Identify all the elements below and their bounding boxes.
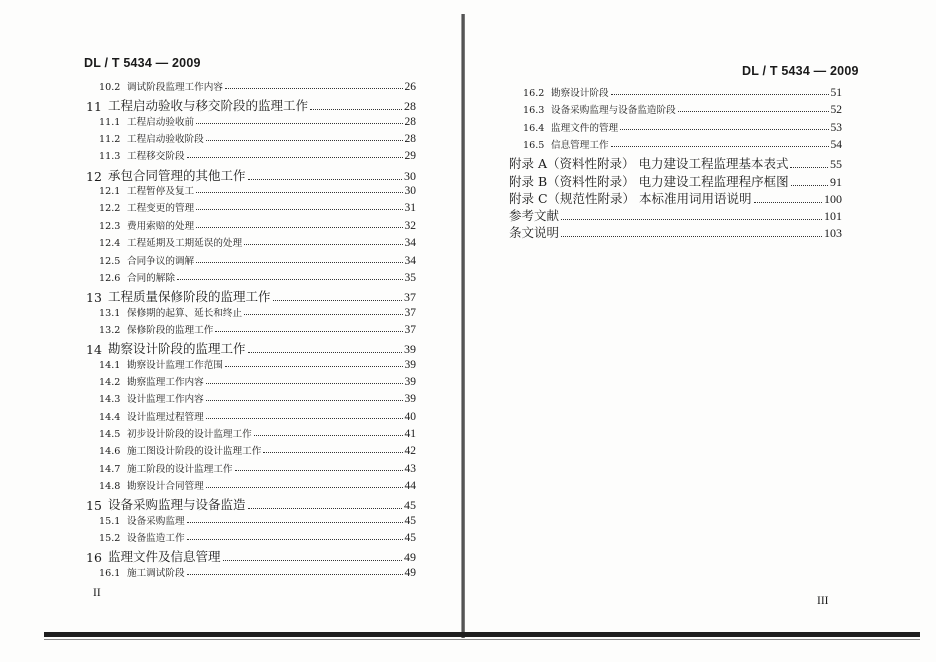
toc-entry-page-number: 49 [404, 550, 416, 565]
toc-leader-dots [206, 418, 403, 419]
toc-entry [99, 530, 416, 544]
toc-entry-title: 合同争议的调解 [127, 255, 195, 267]
toc-leader-dots [611, 94, 829, 95]
toc-entry-title: 设备采购监理与设备监造阶段 [551, 105, 676, 117]
toc-leader-dots [678, 111, 829, 112]
toc-entry-page-number: 34 [404, 254, 416, 267]
toc-entry-page-number: 53 [830, 121, 842, 134]
toc-leader-dots [177, 279, 403, 280]
toc-leader-dots [196, 192, 402, 193]
toc-entry-number: 16 [86, 550, 102, 566]
toc-entry-title: 勘察监理工作内容 [127, 376, 204, 388]
toc-entry-number: 16.2 [523, 88, 545, 99]
toc-entry [99, 478, 416, 492]
toc-entry [523, 85, 842, 99]
toc-entry-title: 信息管理工作 [551, 139, 609, 151]
toc-entry-title: 施工阶段的设计监理工作 [127, 463, 233, 475]
toc-leader-dots [754, 202, 822, 203]
toc-entry-page-number: 45 [404, 532, 416, 545]
left-page [0, 0, 463, 662]
toc-entry [99, 461, 416, 475]
toc-entry-number: 14.4 [99, 411, 121, 423]
toc-leader-dots [187, 574, 403, 575]
toc-entry-page-number: 41 [404, 428, 416, 440]
toc-entry [99, 200, 416, 214]
toc-leader-dots [620, 129, 828, 130]
toc-entry-page-number: 55 [830, 157, 842, 172]
toc-entry-title: 工程延期及工期延误的处理 [127, 238, 243, 250]
page-header: DL / T 5434 — 2009 [84, 56, 201, 70]
toc-entry-number: 15.1 [99, 515, 121, 527]
toc-leader-dots [235, 470, 403, 471]
page-folio: III [817, 595, 829, 607]
toc-entry-page-number: 30 [404, 168, 416, 183]
toc-entry [509, 206, 842, 224]
toc-entry [99, 148, 416, 162]
toc-entry [86, 547, 416, 565]
toc-entry-number: 13 [86, 290, 102, 306]
toc-entry-number: 16.1 [99, 567, 121, 579]
toc-entry-title: 附录 A（资料性附录） 电力建设工程监理基本表式 [509, 156, 789, 172]
toc-leader-dots [561, 219, 822, 220]
toc-entry-page-number: 28 [404, 133, 416, 146]
toc-entry-title: 设备监造工作 [127, 533, 185, 545]
toc-entry-number: 11.3 [99, 151, 121, 163]
toc-entry-number: 11 [86, 99, 102, 115]
toc-entry-number: 13.1 [99, 307, 121, 319]
toc-entry [509, 189, 842, 207]
toc-entry [99, 565, 416, 579]
toc-entry-title: 施工图设计阶段的设计监理工作 [127, 446, 262, 458]
toc-entry [86, 96, 416, 114]
right-page [465, 0, 936, 662]
toc-leader-dots [223, 560, 402, 561]
toc-entry-title: 监理文件的管理 [551, 122, 619, 134]
toc-entry [99, 253, 416, 267]
toc-entry-number: 11.1 [99, 116, 121, 128]
scan-edge-line [44, 639, 920, 640]
toc-entry-title: 参考文献 [509, 208, 560, 224]
toc-leader-dots [187, 539, 403, 540]
toc-entry-page-number: 51 [830, 87, 842, 99]
toc-entry-page-number: 101 [824, 209, 842, 224]
toc-entry [99, 322, 416, 336]
toc-entry-page-number: 28 [404, 99, 416, 114]
toc-entry [86, 339, 416, 357]
toc-entry-page-number: 32 [404, 219, 416, 232]
toc-leader-dots [196, 123, 402, 124]
toc-entry-title: 附录 B（资料性附录） 电力建设工程监理程序框图 [509, 173, 789, 189]
toc-entry [99, 391, 416, 405]
toc-entry-page-number: 31 [404, 202, 416, 215]
toc-entry-title: 条文说明 [509, 225, 560, 241]
toc-entry [99, 357, 416, 371]
toc-entry-number: 15 [86, 498, 102, 514]
toc-entry-title: 承包合同管理的其他工作 [108, 167, 246, 183]
toc-entry-page-number: 39 [404, 358, 416, 371]
toc-entry [99, 131, 416, 145]
toc-entry-page-number: 44 [404, 480, 416, 493]
toc-entry-page-number: 39 [404, 375, 416, 388]
toc-entry-title: 工程启动验收与移交阶段的监理工作 [108, 98, 309, 114]
toc-entry-page-number: 45 [404, 514, 416, 527]
toc-entry-title: 工程变更的管理 [127, 203, 195, 215]
toc-leader-dots [790, 167, 828, 168]
toc-entry [509, 172, 842, 190]
toc-entry-title: 工程移交阶段 [127, 151, 185, 163]
toc-entry-number: 12.1 [99, 186, 121, 198]
toc-entry-page-number: 43 [404, 462, 416, 475]
toc-entry-title: 施工调试阶段 [127, 567, 185, 579]
toc-entry-page-number: 29 [404, 150, 416, 163]
toc-entry-number: 14.8 [99, 481, 121, 493]
toc-entry-page-number: 91 [830, 174, 842, 189]
toc-entry [99, 426, 416, 440]
toc-entry-page-number: 49 [404, 566, 416, 579]
toc-leader-dots [196, 209, 402, 210]
toc-entry [99, 114, 416, 128]
toc-entry-title: 费用索赔的处理 [127, 220, 195, 232]
toc-entry [99, 443, 416, 457]
toc-entry-title: 勘察设计监理工作范围 [127, 359, 223, 371]
toc-leader-dots [196, 227, 402, 228]
toc-entry-page-number: 39 [404, 393, 416, 406]
toc-entry-title: 勘察设计合同管理 [127, 481, 204, 493]
toc-entry-number: 10.2 [99, 82, 121, 93]
toc-entry-number: 11.2 [99, 134, 121, 146]
toc-leader-dots [225, 88, 403, 89]
toc-entry-number: 12.5 [99, 255, 121, 267]
toc-entry-page-number: 28 [404, 115, 416, 128]
toc-entry-page-number: 39 [404, 342, 416, 357]
toc-entry-page-number: 35 [404, 271, 416, 284]
toc-entry [99, 183, 416, 197]
page-folio: II [93, 587, 101, 599]
toc-entry-title: 勘察设计阶段 [551, 88, 609, 99]
toc-entry [509, 223, 842, 241]
toc-entry-number: 14.5 [99, 429, 121, 440]
toc-leader-dots [206, 487, 403, 488]
toc-entry-title: 保修阶段的监理工作 [127, 324, 214, 336]
toc-entry-number: 12.2 [99, 203, 121, 215]
toc-entry [86, 287, 416, 305]
toc-entry [99, 218, 416, 232]
toc-entry [86, 495, 416, 513]
toc-entry-number: 16.4 [523, 122, 545, 134]
toc-entry-page-number: 37 [404, 290, 416, 305]
toc-entry-page-number: 34 [404, 237, 416, 250]
toc-entry-title: 附录 C（规范性附录） 本标准用词用语说明 [509, 190, 752, 206]
toc-entry-number: 14.1 [99, 359, 121, 371]
toc-entry-number: 12.3 [99, 220, 121, 232]
toc-leader-dots [263, 452, 402, 453]
toc-entry [523, 120, 842, 134]
toc-entry [99, 409, 416, 423]
toc-entry-page-number: 37 [404, 306, 416, 319]
toc-entry-number: 12.6 [99, 272, 121, 284]
toc-entry-title: 监理文件及信息管理 [108, 549, 221, 565]
toc-entry-title: 勘察设计阶段的监理工作 [108, 341, 246, 357]
toc-entry-number: 14.6 [99, 446, 121, 458]
toc-entry-page-number: 42 [404, 445, 416, 458]
toc-entry-number: 15.2 [99, 533, 121, 545]
toc-leader-dots [273, 300, 402, 301]
toc-leader-dots [187, 157, 403, 158]
toc-leader-dots [310, 109, 402, 110]
toc-entry-number: 12 [86, 168, 102, 184]
toc-leader-dots [248, 352, 402, 353]
toc-entry-title: 工程启动验收前 [127, 116, 195, 128]
toc-entry-page-number: 103 [824, 226, 842, 241]
toc-entry-title: 设备采购监理 [127, 515, 185, 527]
toc-entry-title: 设备采购监理与设备监造 [108, 497, 246, 513]
toc-entry-number: 14 [86, 342, 102, 358]
toc-entry [99, 513, 416, 527]
toc-entry-page-number: 30 [404, 185, 416, 198]
toc-leader-dots [206, 400, 403, 401]
toc-entry [523, 137, 842, 151]
toc-leader-dots [187, 522, 403, 523]
toc-leader-dots [206, 140, 403, 141]
toc-entry-title: 工程暂停及复工 [127, 186, 195, 198]
toc-entry-page-number: 26 [404, 81, 416, 93]
toc-entry [99, 270, 416, 284]
toc-entry [523, 102, 842, 116]
toc-leader-dots [244, 244, 402, 245]
toc-leader-dots [244, 314, 402, 315]
toc-entry-page-number: 52 [830, 104, 842, 117]
toc-leader-dots [254, 435, 403, 436]
toc-entry-number: 14.7 [99, 463, 121, 475]
toc-entry-number: 12.4 [99, 238, 121, 250]
toc-entry-title: 初步设计阶段的设计监理工作 [127, 429, 252, 440]
toc-leader-dots [248, 179, 402, 180]
toc-entry-title: 设计监理过程管理 [127, 411, 204, 423]
toc-entry [509, 154, 842, 172]
toc-entry [86, 166, 416, 184]
toc-entry [99, 374, 416, 388]
toc-leader-dots [215, 331, 402, 332]
toc-entry-page-number: 37 [404, 323, 416, 336]
toc-entry-title: 保修期的起算、延长和终止 [127, 307, 243, 319]
toc-entry [99, 235, 416, 249]
toc-entry-page-number: 40 [404, 410, 416, 423]
toc-leader-dots [248, 508, 402, 509]
scan-edge [44, 632, 920, 637]
toc-entry-number: 16.5 [523, 139, 545, 151]
toc-leader-dots [206, 383, 403, 384]
toc-leader-dots [196, 262, 402, 263]
toc-entry-number: 14.3 [99, 394, 121, 406]
toc-entry-number: 16.3 [523, 105, 545, 117]
toc-entry-page-number: 100 [824, 191, 842, 206]
toc-entry [99, 305, 416, 319]
toc-entry-title: 合同的解除 [127, 272, 175, 284]
toc-leader-dots [791, 185, 828, 186]
toc-entry-number: 14.2 [99, 376, 121, 388]
toc-entry-title: 工程启动验收阶段 [127, 134, 204, 146]
toc-leader-dots [225, 366, 403, 367]
page-header-right: DL / T 5434 — 2009 [742, 64, 859, 78]
toc-entry-title: 工程质量保修阶段的监理工作 [108, 289, 271, 305]
toc-entry-title: 调试阶段监理工作内容 [127, 82, 223, 93]
toc-entry-page-number: 54 [830, 138, 842, 151]
toc-entry-page-number: 45 [404, 498, 416, 513]
toc-entry-number: 13.2 [99, 324, 121, 336]
toc-leader-dots [611, 146, 829, 147]
toc-leader-dots [561, 236, 822, 237]
toc-entry [99, 79, 416, 93]
toc-entry-title: 设计监理工作内容 [127, 394, 204, 406]
